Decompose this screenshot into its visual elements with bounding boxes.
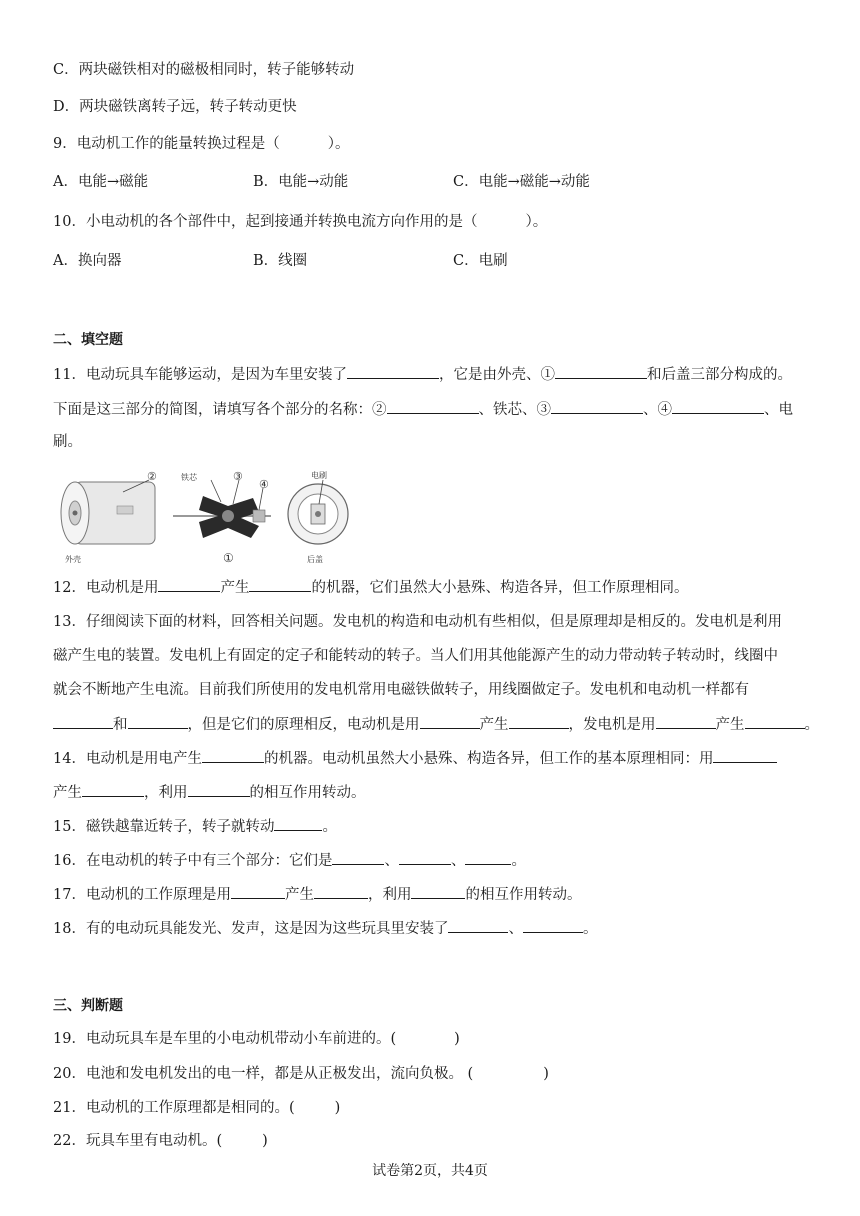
q14-line-2: 产生 ，利用 的相互作用转动。 [53, 782, 820, 803]
q14-blank-1[interactable] [202, 748, 264, 763]
q18-blank-1[interactable] [448, 918, 508, 933]
q17: 17．电动机的工作原理是用 产生 ，利用 的相互作用转动。 [53, 884, 820, 905]
label-housing: 外壳 [65, 555, 81, 564]
q17-blank-3[interactable] [411, 884, 465, 899]
q11-blank-1[interactable] [347, 364, 439, 379]
q10-option-c: C．电刷 [453, 253, 508, 269]
q13-line-3: 就会不断地产生电流。目前我们所使用的发电机常用电磁铁做转子，用线圈做定子。发电机和电动机一样都有 [53, 682, 749, 698]
q14-blank-4[interactable] [188, 782, 250, 797]
q20: 20．电池和发电机发出的电一样，都是从正极发出，流向负极。 ( ) [53, 1066, 549, 1082]
q11-blank-2[interactable] [555, 364, 647, 379]
q18-blank-2[interactable] [523, 918, 583, 933]
label-back-cover: 后盖 [307, 555, 323, 564]
section-3-title: 三、判断题 [53, 998, 123, 1014]
label-num-4: ④ [259, 478, 269, 491]
housing-drawing [61, 470, 157, 564]
q19: 19．电动玩具车是车里的小电动机带动小车前进的。( ) [53, 1031, 460, 1047]
q16-blank-1[interactable] [332, 850, 384, 865]
q11-blank-5[interactable] [672, 399, 764, 414]
q18: 18．有的电动玩具能发光、发声，这是因为这些玩具里安装了 、 。 [53, 918, 820, 939]
q9-option-a: A．电能→磁能 [53, 174, 149, 190]
q10-option-a: A．换向器 [53, 253, 122, 269]
label-num-1: ① [223, 551, 234, 565]
q12-blank-2[interactable] [249, 577, 311, 592]
q14-blank-3[interactable] [82, 782, 144, 797]
q12-blank-1[interactable] [158, 577, 220, 592]
label-num-2: ② [147, 470, 157, 483]
q11-blank-4[interactable] [551, 399, 643, 414]
q13-blank-1[interactable] [53, 714, 113, 729]
q13-line-4: 和 ，但是它们的原理相反，电动机是用 产生 ，发电机是用 产生 。 [53, 714, 820, 735]
q15-blank-1[interactable] [274, 816, 322, 831]
q9-stem: 9．电动机工作的能量转换过程是（ ）。 [53, 136, 350, 152]
back-cover-drawing [288, 470, 348, 564]
q16-blank-3[interactable] [465, 850, 511, 865]
label-brush: 电刷 [311, 471, 327, 480]
q16-blank-2[interactable] [399, 850, 451, 865]
q13-blank-5[interactable] [656, 714, 716, 729]
q10-stem: 10．小电动机的各个部件中，起到接通并转换电流方向作用的是（ ）。 [53, 214, 548, 230]
label-iron-core: 铁芯 [181, 473, 197, 482]
q13-blank-2[interactable] [128, 714, 188, 729]
q9-option-c: C．电能→磁能→动能 [453, 174, 590, 190]
q21: 21．电动机的工作原理都是相同的。( ) [53, 1100, 341, 1116]
rotor-drawing [173, 470, 271, 565]
q13-blank-3[interactable] [420, 714, 480, 729]
motor-parts-drawing [53, 466, 353, 566]
q8-option-c: C．两块磁铁相对的磁极相同时，转子能够转动 [53, 62, 355, 78]
q11-line-2: 下面是这三部分的简图，请填写各个部分的名称：② 、铁芯、③ 、④ 、电 [53, 399, 820, 420]
q13-blank-4[interactable] [509, 714, 569, 729]
q9-option-b: B．电能→动能 [253, 174, 349, 190]
q10-option-b: B．线圈 [253, 253, 308, 269]
label-num-3: ③ [233, 470, 243, 483]
q13-line-1: 13．仔细阅读下面的材料，回答相关问题。发电机的构造和电动机有些相似，但是原理却是相反的。发电机是利用 [53, 614, 782, 630]
q15: 15．磁铁越靠近转子，转子就转动 。 [53, 816, 820, 837]
q11-blank-3[interactable] [387, 399, 479, 414]
q16: 16．在电动机的转子中有三个部分：它们是 、 、 。 [53, 850, 820, 871]
q14-line-1: 14．电动机是用电产生 的机器。电动机虽然大小悬殊、构造各异，但工作的基本原理相同：用 [53, 748, 820, 769]
q14-blank-2[interactable] [713, 748, 777, 763]
q13-blank-6[interactable] [745, 714, 805, 729]
q13-line-2: 磁产生电的装置。发电机上有固定的定子和能转动的转子。当人们用其他能源产生的动力带动转子转动时，线圈中 [53, 648, 778, 664]
q11-line-3: 刷。 [53, 434, 82, 450]
q17-blank-2[interactable] [314, 884, 368, 899]
motor-parts-figure [53, 466, 353, 566]
page-footer: 试卷第2页，共4页 [372, 1163, 488, 1179]
q12: 12．电动机是用 产生 的机器，它们虽然大小悬殊、构造各异，但工作原理相同。 [53, 577, 820, 598]
q8-option-d: D．两块磁铁离转子远，转子转动更快 [53, 99, 297, 115]
q17-blank-1[interactable] [231, 884, 285, 899]
q11-line-1: 11．电动玩具车能够运动，是因为车里安装了 ，它是由外壳、① 和后盖三部分构成的。 [53, 364, 820, 385]
section-2-title: 二、填空题 [53, 332, 123, 348]
q22: 22．玩具车里有电动机。( ) [53, 1133, 268, 1149]
